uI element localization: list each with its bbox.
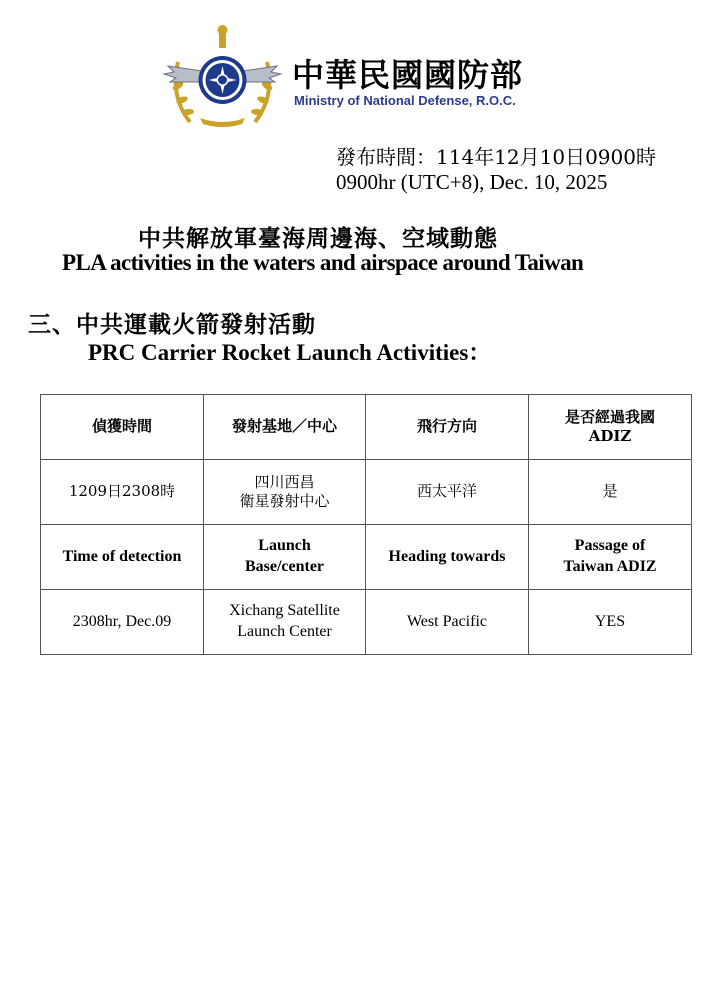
table-row bbox=[41, 590, 692, 655]
cell-heading-zh: 西太平洋 bbox=[366, 460, 529, 525]
header-cell-time-en: Time of detection bbox=[41, 525, 204, 590]
org-name-zh: 中華民國國防部 bbox=[292, 56, 524, 94]
cell-base-zh-line1: 四川西昌 bbox=[254, 472, 315, 491]
org-name-en: Ministry of National Defense, R.O.C. bbox=[294, 93, 516, 108]
document-title-zh: 中共解放軍臺海周邊海、空域動態 bbox=[138, 225, 498, 252]
cell-time-en: 2308hr, Dec.09 bbox=[41, 590, 204, 655]
table-row bbox=[41, 460, 692, 525]
cell-adiz-en: YES bbox=[529, 590, 692, 655]
cell-base-en-line1: Xichang Satellite bbox=[229, 602, 340, 620]
launch-activities-table bbox=[40, 394, 692, 655]
cell-base-en bbox=[204, 590, 366, 655]
section-heading-en: PRC Carrier Rocket Launch Activities： bbox=[88, 340, 492, 365]
cell-base-zh-line2: 衛星發射中心 bbox=[239, 492, 330, 510]
header-cell-heading-zh: 飛行方向 bbox=[366, 395, 529, 460]
header-cell-adiz-en bbox=[529, 525, 692, 590]
table-header-row-en bbox=[41, 525, 692, 590]
cell-time-zh: 1209日2308時 bbox=[41, 460, 204, 525]
header-cell-adiz-zh bbox=[529, 395, 692, 460]
mnd-emblem-icon bbox=[160, 22, 285, 130]
cell-heading-en: West Pacific bbox=[366, 590, 529, 655]
header-cell-base-zh: 發射基地／中心 bbox=[204, 395, 366, 460]
section-heading-zh: 三、中共運載火箭發射活動 bbox=[28, 311, 316, 338]
header-adiz-en-line1: Passage of bbox=[574, 537, 646, 555]
release-time-en: 0900hr (UTC+8), Dec. 10, 2025 bbox=[336, 170, 608, 194]
header-cell-base-en bbox=[204, 525, 366, 590]
cell-base-en-line2: Launch Center bbox=[237, 623, 332, 640]
header-adiz-zh-line1: 是否經過我國 bbox=[564, 407, 655, 426]
cell-base-zh bbox=[204, 460, 366, 525]
header-cell-time-zh: 偵獲時間 bbox=[41, 395, 204, 460]
cell-adiz-zh: 是 bbox=[529, 460, 692, 525]
header-cell-heading-en: Heading towards bbox=[366, 525, 529, 590]
header-adiz-zh-line2: ADIZ bbox=[588, 427, 632, 445]
table-header-row-zh bbox=[41, 395, 692, 460]
document-title-en: PLA activities in the waters and airspace around Taiwan bbox=[62, 250, 584, 275]
header-base-en-line2: Base/center bbox=[244, 558, 325, 575]
release-time-zh: 發布時間：114年12月10日0900時 bbox=[336, 145, 656, 169]
header-base-en-line1: Launch bbox=[258, 537, 311, 555]
header-adiz-en-line2: Taiwan ADIZ bbox=[563, 558, 657, 575]
